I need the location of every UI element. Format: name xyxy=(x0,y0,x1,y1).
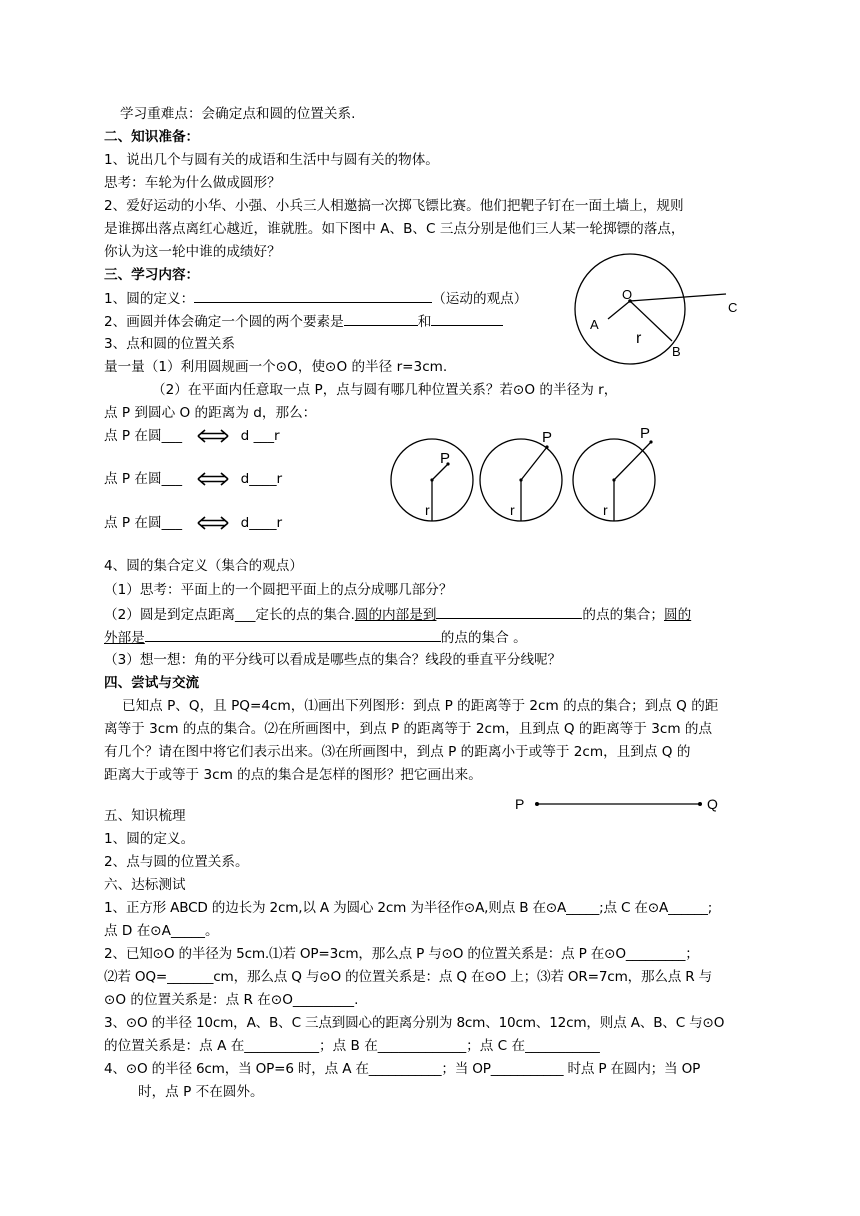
key-points-line: 学习重难点：会确定点和圆的位置关系. xyxy=(120,106,356,122)
relation-left: 点 P 在圆___ xyxy=(104,428,183,444)
test-line: ⑵若 OQ=_______cm，那么点 Q 与⊙O 的位置关系是：点 Q 在⊙O 上；⑶若 OR=7cm，那么点 R 与 xyxy=(104,969,713,985)
segment-pq-figure xyxy=(510,792,730,816)
text-line: 点 P 到圆心 O 的距离为 d，那么： xyxy=(104,405,317,421)
label-P-inside: P xyxy=(440,450,451,467)
target-figure xyxy=(560,252,760,374)
interior-text: 圆的内部是到 xyxy=(354,607,437,623)
label-r-3: r xyxy=(603,502,608,518)
text-line: 思考：车轮为什么做成圆形？ xyxy=(104,175,281,191)
point-Q xyxy=(698,802,702,806)
text-line: 3、点和圆的位置关系 xyxy=(104,336,235,352)
section-heading-5: 五、知识梳理 xyxy=(104,808,186,824)
motion-view-label: （运动的观点） xyxy=(432,291,528,307)
label-r: r xyxy=(636,330,642,347)
text-line: 4、圆的集合定义（集合的观点） xyxy=(104,558,303,574)
label-P-outside: P xyxy=(640,425,651,442)
test-line: 的位置关系是：点 A 在___________；点 B 在_____________；点 C 在___________ xyxy=(104,1038,600,1054)
segment-OA xyxy=(608,301,630,319)
section-heading-6: 六、达标测试 xyxy=(104,877,186,893)
test-line: 2、已知⊙O 的半径为 5cm.⑴若 OP=3cm，那么点 P 与⊙O 的位置关系是：点 P 在⊙O_________； xyxy=(104,946,699,962)
section-heading-3: 三、学习内容： xyxy=(104,267,200,283)
set-suffix: 的点的集合； xyxy=(582,607,664,623)
text-line: 量一量（1）利用圆规画一个⊙O，使⊙O 的半径 r=3cm. xyxy=(104,359,448,375)
exterior-prefix: 圆的 xyxy=(663,607,692,623)
relation-left: 点 P 在圆___ xyxy=(104,515,183,531)
text-line: 2、爱好运动的小华、小强、小兵三人相邀搞一次掷飞镖比赛。他们把靶子钉在一面土墙上，规则 xyxy=(104,198,684,214)
exterior-line xyxy=(104,627,527,648)
text-line: 1、圆的定义。 xyxy=(104,831,195,847)
text-line: 有几个？请在图中将它们表示出来。⑶在所画图中，到点 P 的距离小于或等于 2cm，且到点 Q 的 xyxy=(104,744,691,760)
label-O: O xyxy=(622,287,633,302)
op-line xyxy=(521,447,547,480)
segment-OC xyxy=(630,294,726,301)
three-circles-figure xyxy=(390,420,690,532)
label-C: C xyxy=(728,300,738,315)
test-line: 1、正方形 ABCD 的边长为 2cm,以 A 为圆心 2cm 为半径作⊙A,则点 B 在⊙A_____;点 C 在⊙A______; xyxy=(104,900,713,916)
set-suffix: 的点的集合 。 xyxy=(440,630,527,646)
two-elements-label: 2、画圆并体会确定一个圆的两个要素是 xyxy=(104,314,344,330)
answer-blank xyxy=(194,288,432,303)
test-line: 点 D 在⊙A_____。 xyxy=(104,923,219,939)
text-line: 你认为这一轮中谁的成绩好？ xyxy=(104,244,281,260)
center-point xyxy=(519,478,522,481)
text-line: 距离大于或等于 3cm 的点的集合是怎样的图形？把它画出来。 xyxy=(104,767,482,783)
label-P-on: P xyxy=(542,429,553,446)
answer-blank xyxy=(436,604,582,619)
text-line: 离等于 3cm 的点的集合。⑵在所画图中，到点 P 的距离等于 2cm，且到点 Q 的距离等于 3cm 的点 xyxy=(104,721,713,737)
point-P xyxy=(535,802,539,806)
text-line: （3）想一想：角的平分线可以看成是哪些点的集合？线段的垂直平分线呢？ xyxy=(104,652,562,668)
answer-blank xyxy=(145,627,441,642)
relation-right: d____r xyxy=(240,515,283,531)
relation-right: d____r xyxy=(240,471,283,487)
text-line: （2）在平面内任意取一点 P，点与圆有哪几种位置关系？若⊙O 的半径为 r， xyxy=(152,382,618,398)
label-A: A xyxy=(590,317,599,332)
test-line: 4、⊙O 的半径 6cm，当 OP=6 时，点 A 在___________；当 OP___________ 时点 P 在圆内；当 OP xyxy=(104,1061,701,1077)
relation-row xyxy=(104,513,282,533)
text-line: 是谁掷出落点离红心越近，谁就胜。如下图中 A、B、C 三点分别是他们三人某一轮掷镖的落点， xyxy=(104,221,685,237)
text-line: （1）思考：平面上的一个圆把平面上的点分成哪几部分？ xyxy=(104,582,453,598)
label-P: P xyxy=(515,796,525,812)
double-arrow-icon xyxy=(196,516,230,530)
test-line: 时，点 P 不在圆外。 xyxy=(138,1084,264,1100)
circle-definition-label: 1、圆的定义： xyxy=(104,291,195,307)
test-line: ⊙O 的位置关系是：点 R 在⊙O_________. xyxy=(104,992,359,1008)
relation-row xyxy=(104,426,280,446)
relation-right: d ___r xyxy=(240,428,280,444)
label-r-1: r xyxy=(425,502,430,518)
relation-row xyxy=(104,469,282,489)
section-heading-2: 二、知识准备： xyxy=(104,129,200,145)
answer-blank xyxy=(344,311,418,326)
op-line xyxy=(614,442,651,480)
center-point xyxy=(612,478,615,481)
circle-definition-line xyxy=(104,288,527,309)
target-circle xyxy=(575,254,685,364)
label-B: B xyxy=(672,344,681,359)
test-line: 3、⊙O 的半径 10cm，A、B、C 三点到圆心的距离分别为 8cm、10cm、12cm，则点 A、B、C 与⊙O xyxy=(104,1015,725,1031)
label-Q: Q xyxy=(707,796,718,812)
exterior-text: 外部是 xyxy=(104,630,145,646)
text-line: 已知点 P、Q，且 PQ=4cm，⑴画出下列图形：到点 P 的距离等于 2cm 的点的集合；到点 Q 的距 xyxy=(122,698,719,714)
text-line: 2、点与圆的位置关系。 xyxy=(104,854,249,870)
set-definition-line xyxy=(104,604,691,625)
double-arrow-icon xyxy=(196,472,230,486)
label-r-2: r xyxy=(510,502,515,518)
two-elements-line xyxy=(104,311,503,332)
section-heading-4: 四、尝试与交流 xyxy=(104,675,200,691)
and-label: 和 xyxy=(417,314,432,330)
center-point xyxy=(430,478,433,481)
set-definition-text: （2）圆是到定点距离___定长的点的集合. xyxy=(104,607,355,623)
double-arrow-icon xyxy=(196,429,230,443)
answer-blank xyxy=(431,311,503,326)
text-line: 1、说出几个与圆有关的成语和生活中与圆有关的物体。 xyxy=(104,152,439,168)
relation-left: 点 P 在圆___ xyxy=(104,471,183,487)
